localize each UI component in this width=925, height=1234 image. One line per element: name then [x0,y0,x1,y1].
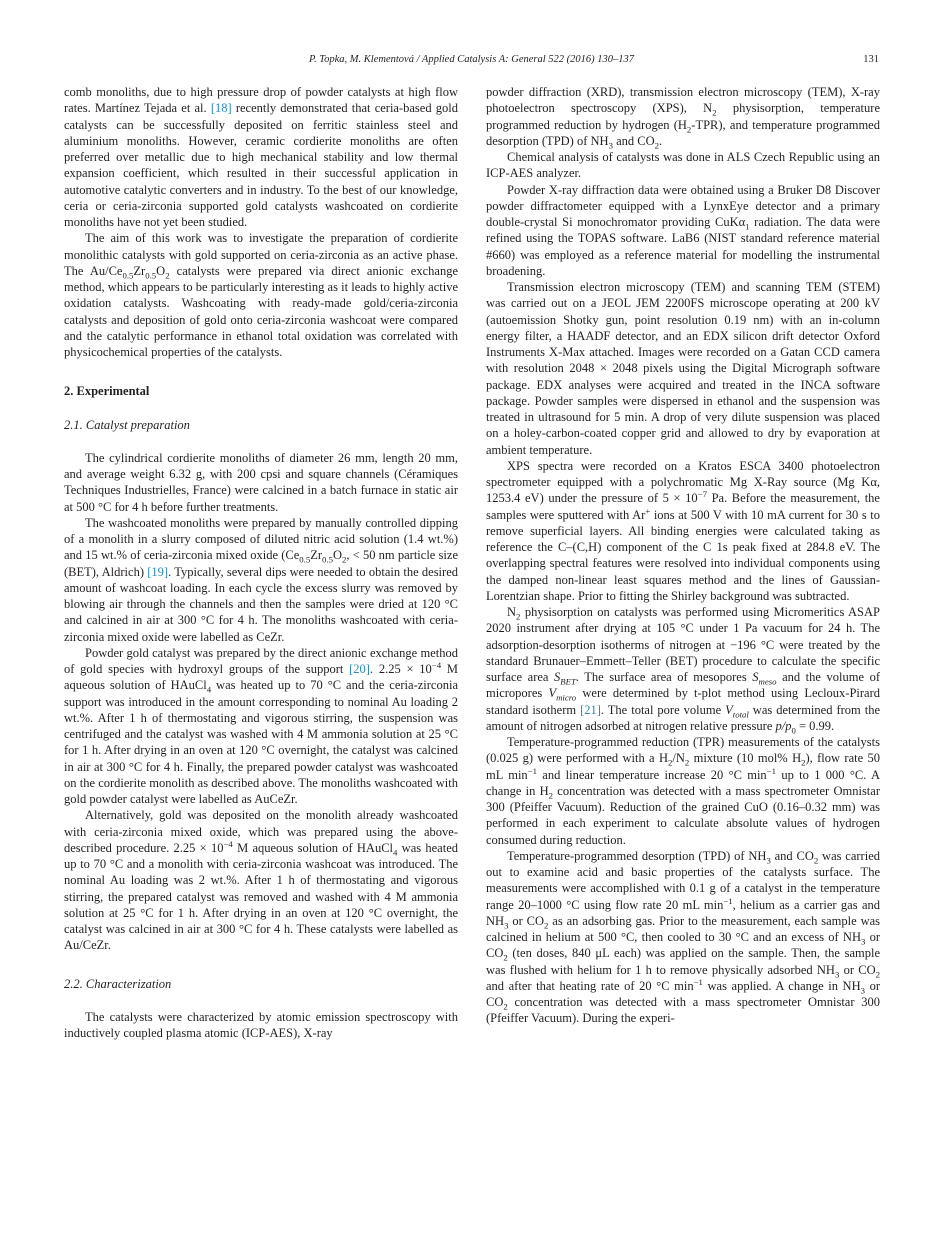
paragraph: Transmission electron microscopy (TEM) and scanning TEM (STEM) was carried out on a JEOL JEM 2200FS microscope operating at 200 kV (autoemission Shotky gun, point resolution 0.19 nm) with an in-column energy filter, a HAADF detector, and an EDX silicon drift detector Oxford Instruments X-Max attached. Images were recorded on a Gatan CCD camera with resolution 2048 × 2048 pixels using the Digital Micrograph software package. EDX analyses were acquired and treated in the INCA software package. Powder samples were dispersed in ethanol and the suspension was treated in ultrasound for 5 min. A drop of very dilute suspension was placed on a holey-carbon-coated copper grid and allowed to dry by evaporation at ambient temperature. [486,280,880,457]
paragraph: The cylindrical cordierite monoliths of diameter 26 mm, length 20 mm, and average weight 6.32 g, with 200 cpsi and square channels (Céramiques Techniques Industrielles, France) were calcined in a batch furnace in static air at 500 °C for 4 h before further treatments. [64,450,458,514]
running-title: P. Topka, M. Klementová / Applied Catalysis A: General 522 (2016) 130–137 [308,54,635,65]
subsection-heading: 2.2. Characterization [64,976,172,991]
left-column [64,84,458,1041]
paragraph: Alternatively, gold was deposited on the monolith already washcoated with ceria-zirconia mixed oxide, which was prepared using the above-described procedure. $2.25 \times 10^{-4}$ M aqueous solution of HAuCl$_4$ was heated up to 70 °C and a monolith with ceria-zirconia washcoat was introduced. The nominal Au loading was 2 wt.%. After 1 h of thermostating and vigorous stirring, the prepared catalyst was removed and washed with 4 M ammonia solution at 25 °C for 1 h. After drying in an oven at 120 °C overnight, the catalyst was calcined in air at 300 °C for 4 h. These catalysts were labelled as Au/CeZr. [64,808,458,953]
paragraph: The washcoated monoliths were prepared by manually controlled dipping of a monolith in a slurry composed of diluted nitric acid solution (1.4 wt.%) and 15 wt.% of ceria-zirconia mixed oxide ($Ce_{0.5}Zr_{0.5}O_2$, < 50 nm particle size (BET), Aldrich) [19]. Typically, several dips were needed to obtain the desired amount of washcoat loading. In each cycle the excess slurry was removed by blowing air through the channels and then the samples were dried at 120 °C and calcined in air at 300 °C for 4 h. The monoliths washcoated with ceria-zirconia mixed oxide were labelled as CeZr. [64,515,458,644]
paragraph: Chemical analysis of catalysts was done in ALS Czech Republic using an ICP-AES analyzer. [486,150,880,181]
paragraph: The aim of this work was to investigate the preparation of cordierite monolithic catalysts with gold supported on ceria-zirconia as an active phase. The $Au/Ce_{0.5}Zr_{0.5}O_2$ catalysts were prepared via direct anionic exchange method, which appears to be particularly interesting as it leads to highly active oxidation catalysts. Washcoating with ready-made gold/ceria-zirconia catalysts and deposition of gold onto ceria-zirconia washcoat were compared and the catalytic performance in ethanol total oxidation was correlated with physicochemical properties of the catalysts. [64,231,458,359]
running-header [64,54,879,70]
paragraph: Temperature-programmed reduction (TPR) measurements of the catalysts (0.025 g) were performed with a $H_2/N_2$ mixture (10 mol% $H_2$), flow rate 50 mL $\min^{-1}$ and linear temperature increase 20 °C $\min^{-1}$ up to 1 000 °C. A change in $H_2$ concentration was detected with a mass spectrometer Omnistar 300 (Pfeiffer Vacuum). Reduction of the grained CuO (0.16–0.32 mm) was performed in each experiment to calculate absolute values of hydrogen consumed during reduction. [486,735,881,847]
paragraph: Powder X-ray diffraction data were obtained using a Bruker D8 Discover powder diffractometer equipped with a LynxEye detector and a primary double-crystal Si monochromator providing CuKα$_1$ radiation. The data were refined using the TOPAS software. LaB6 (NIST standard reference material #660) was employed as a reference material for modelling the instrumental broadening. [486,182,880,278]
paragraph: $N_2$ physisorption on catalysts was performed using Micromeritics ASAP 2020 instrument after drying at 105 °C under 1 Pa vacuum for 24 h. The adsorption-desorption isotherms of nitrogen at −196 °C were treated by the standard Brunauer–Emmett–Teller (BET) procedure to calculate the specific surface area $S_{BET}$. The surface area of mesopores $S_{meso}$ and the volume of micropores $V_{micro}$ were determined by t-plot method using Lecloux-Pirard standard isotherm [21]. The total pore volume $V_{total}$ was determined from the amount of nitrogen adsorbed at nitrogen relative pressure $p/p_0 = 0.99$. [486,605,881,736]
page-number: 131 [863,54,879,65]
citation-link[interactable]: [18] [210,101,232,116]
paragraph: comb monoliths, due to high pressure drop of powder catalysts at high flow rates. Martínez Tejada et al. [18] recently demonstrated that ceria-based gold catalysts can be successfully deposited on ferritic stainless steel and aluminium monoliths. However, ceramic cordierite monoliths are often preferred over metallic due to high mechanical stability and low thermal expansion coefficient, which resulted in their successful application in automotive catalytic converters and in industry. To the best of our knowledge, ceria or ceria-zirconia supported gold catalysts washcoated on cordierite monoliths have not yet been studied. [64,85,458,229]
citation-link[interactable]: [21] [580,702,601,717]
paragraph: The catalysts were characterized by atomic emission spectroscopy with inductively coupled plasma atomic (ICP-AES), X-ray [64,1009,458,1040]
paragraph: Powder gold catalyst was prepared by the direct anionic exchange method of gold species with hydroxyl groups of the support [20]. $2.25 \times 10^{-4}$ M aqueous solution of HAuCl$_4$ was heated up to 70 °C and the ceria-zirconia support was introduced in the amount corresponding to nominal Au loading 2 wt.%. After 1 h of thermostating and vigorous stirring, the suspension was centrifuged and the catalyst was washed with 4 M ammonia solution at 25 °C for 1 h. After drying in an oven at 120 °C overnight, the catalyst was calcined in air at 300 °C for 4 h. Finally, the prepared powder catalyst was washcoated on the cordierite monolith as described above. The monoliths washcoated with gold powder catalyst were labelled as AuCeZr. [64,645,458,806]
paragraph: Temperature-programmed desorption (TPD) of $NH_3$ and $CO_2$ was carried out to examine acid and basic properties of the catalysts surface. The measurements were accomplished with 0.1 g of a catalyst in the temperature range 20–1000 °C using flow rate 20 mL $\min^{-1}$, helium as a carrier gas and $NH_3$ or $CO_2$ as an adsorbing gas. Prior to the measurement, each sample was calcined in helium at 500 °C, then cooled to 30 °C and an excess of $NH_3$ or $CO_2$ (ten doses, 840 μL each) was applied on the sample. Then, the sample was flushed with helium for 1 h to remove physically adsorbed $NH_3$ or $CO_2$ and after that heating rate of 20 °C $\min^{-1}$ was applied. A change in $NH_3$ or $CO_2$ concentration was detected with a mass spectrometer Omnistar 300 (Pfeiffer Vacuum). During the experi- [486,848,881,1026]
subsection-heading: 2.1. Catalyst preparation [64,417,190,432]
paragraph: powder diffraction (XRD), transmission electron microscopy (TEM), X-ray photoelectron spectroscopy (XPS), $N_2$ physisorption, temperature programmed reduction by hydrogen $(H_2-TPR)$, and temperature programmed desorption (TPD) of $NH_3$ and $CO_2$. [486,85,880,151]
paragraph: XPS spectra were recorded on a Kratos ESCA 3400 photoelectron spectrometer equipped with a polychromatic Mg X-Ray source (Mg Kα, 1253.4 eV) under the pressure of $5 \times 10^{-7}$ Pa. Before the measurement, the samples were sputtered with Ar+ ions at 500 V with 10 mA current for 30 s to remove superficial layers. All binding energies were calculated taking as reference the C–(C,H) component of the C 1s peak fixed at 284.8 eV. The overlapping spectral features were resolved into individual components using the damped non-linear least squares method and the lines of Gaussian-Lorentzian shape. Prior to fitting the Shirley background was subtracted. [486,458,880,603]
citation-link[interactable]: [19] [147,564,169,579]
citation-link[interactable]: [20] [349,662,370,676]
section-heading: 2. Experimental [64,384,150,399]
right-column [486,84,880,1027]
